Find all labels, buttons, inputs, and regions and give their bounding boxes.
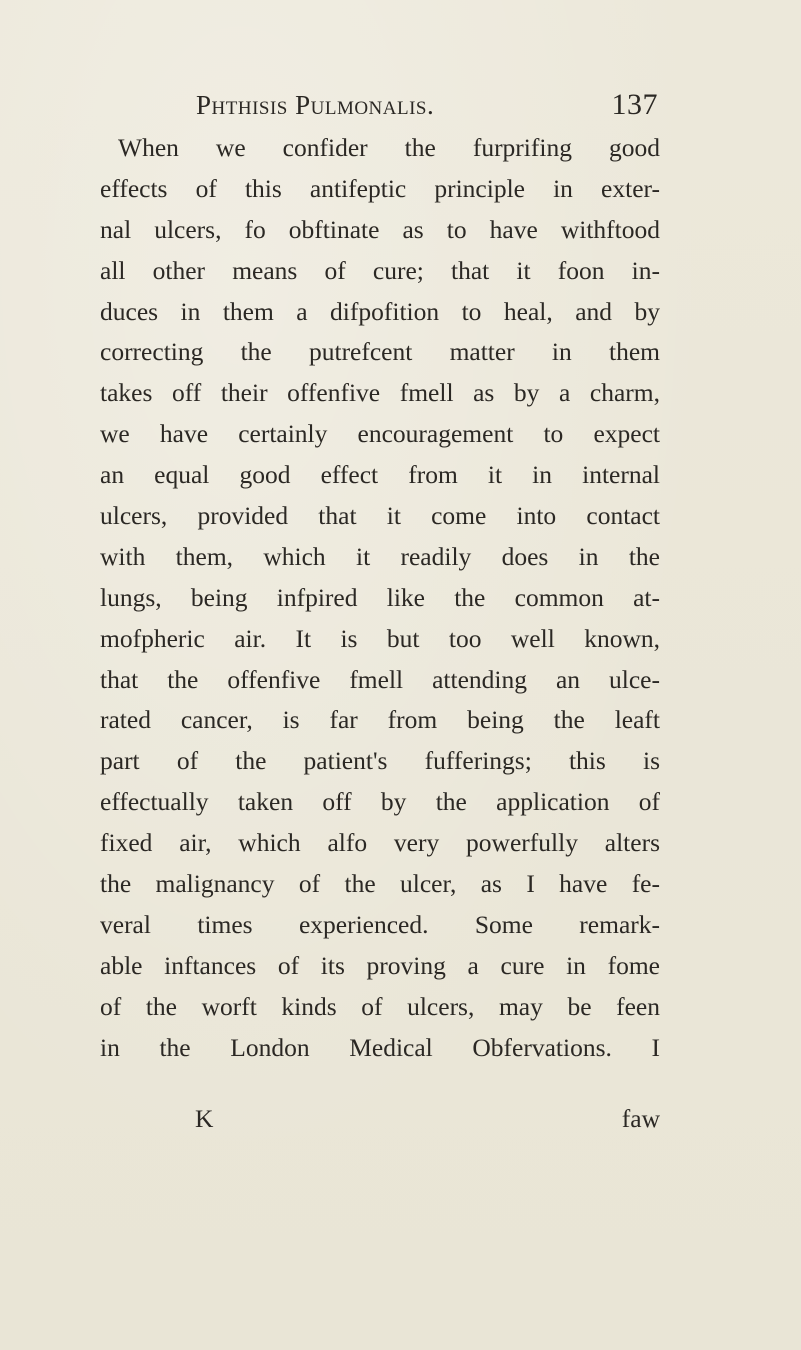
text-line: nal ulcers, fo obftinate as to have withftood xyxy=(100,214,660,244)
text-line: fixed air, which alfo very powerfully alters xyxy=(100,828,660,858)
page-footer xyxy=(100,1104,660,1144)
text-line: with them, which it readily does in the xyxy=(100,541,660,571)
text-line: an equal good effect from it in internal xyxy=(100,460,660,490)
text-line: veral times experienced. Some remark- xyxy=(100,909,660,939)
running-head xyxy=(196,86,658,126)
text-line: we have certainly encouragement to expect xyxy=(100,419,660,449)
running-title: Phthisis Pulmonalis. xyxy=(196,90,435,120)
text-line: the malignancy of the ulcer, as I have fe- xyxy=(100,869,660,899)
text-line: all other means of cure; that it foon in- xyxy=(100,255,660,285)
body-text xyxy=(100,128,660,1068)
text-line: of the worft kinds of ulcers, may be feen xyxy=(100,991,660,1021)
text-line: duces in them a difpofition to heal, and by xyxy=(100,296,660,326)
catchword: faw xyxy=(621,1104,660,1133)
text-line: able inftances of its proving a cure in fome xyxy=(100,950,660,980)
text-line: takes off their offenfive fmell as by a charm, xyxy=(100,378,660,408)
text-line: effects of this antifeptic principle in exter- xyxy=(100,173,660,203)
text-line: When we confider the furprifing good xyxy=(118,133,660,162)
text-line: lungs, being infpired like the common at- xyxy=(100,582,660,612)
text-line: that the offenfive fmell attending an ulce- xyxy=(100,664,660,694)
text-line: mofpheric air. It is but too well known, xyxy=(100,623,660,653)
text-line: part of the patient's fufferings; this is xyxy=(100,746,660,776)
signature-mark: K xyxy=(195,1104,214,1133)
page-number: 137 xyxy=(611,88,658,121)
text-line: ulcers, provided that it come into contact xyxy=(100,501,660,531)
text-line: in the London Medical Obfervations. I xyxy=(100,1032,660,1062)
text-line: effectually taken off by the application of xyxy=(100,787,660,817)
text-line: rated cancer, is far from being the leaft xyxy=(100,705,660,735)
text-line: correcting the putrefcent matter in them xyxy=(100,337,660,367)
